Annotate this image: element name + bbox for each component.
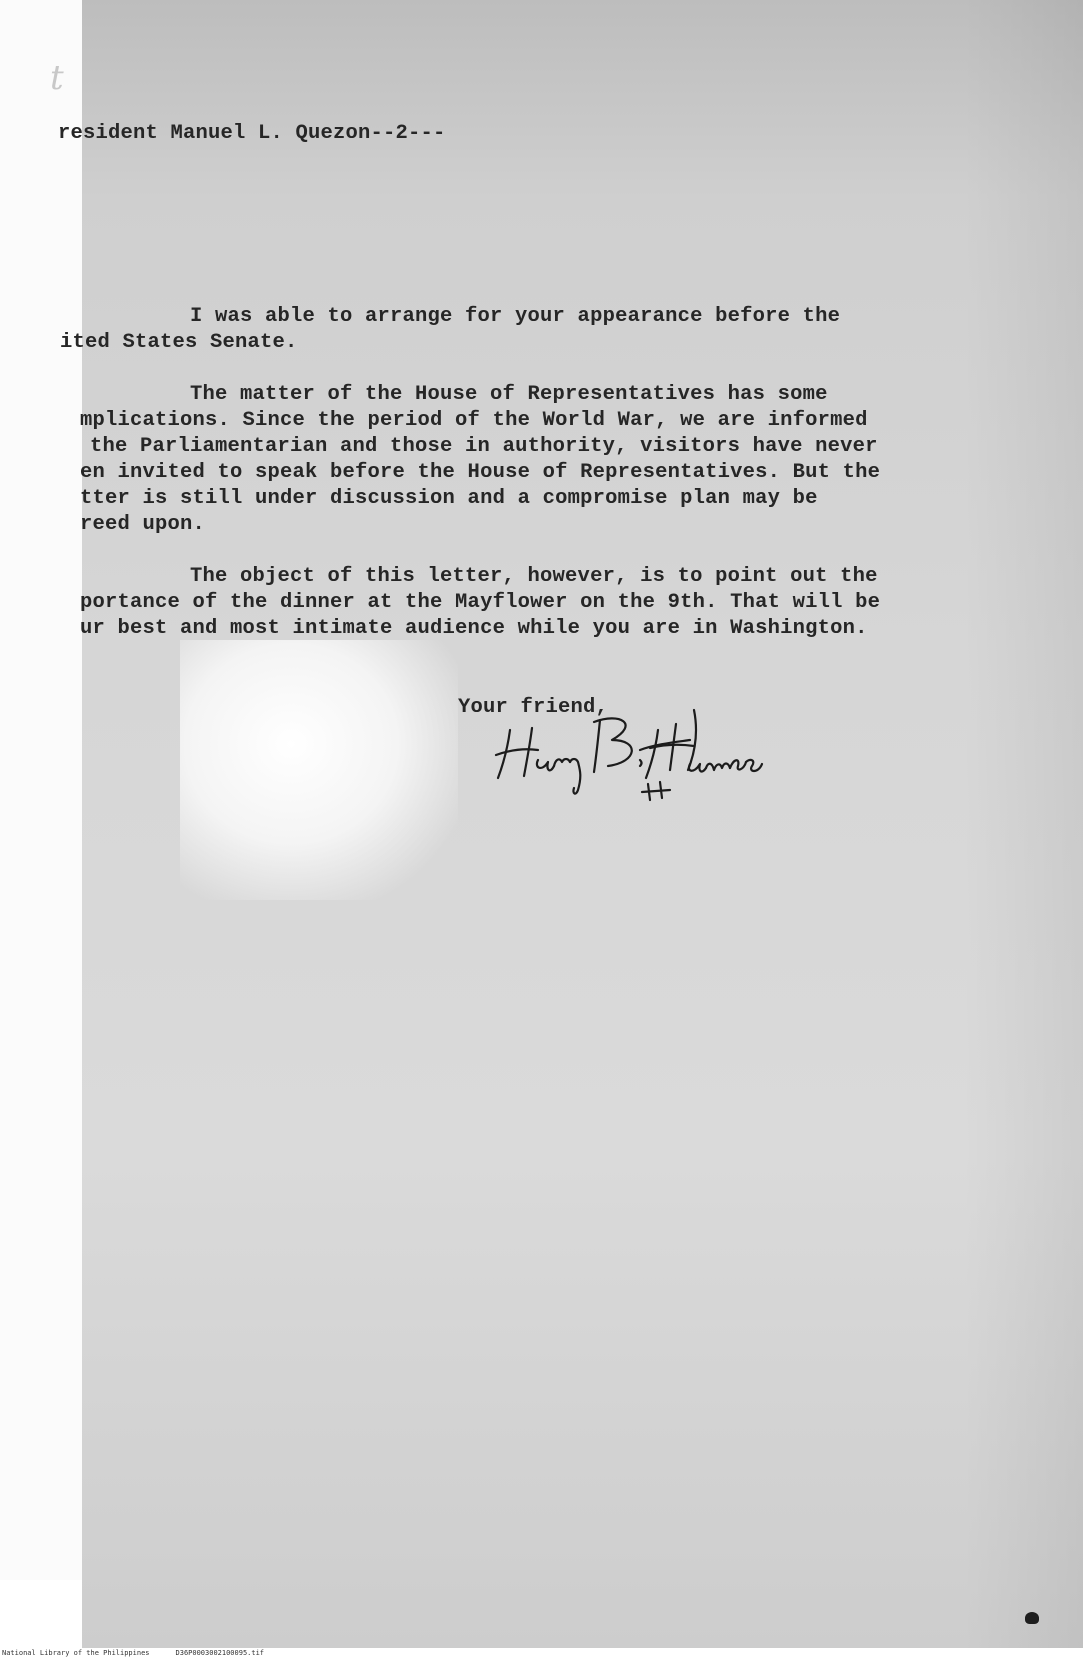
paragraph-2-line-3: the Parliamentarian and those in authority, visitors have never — [90, 435, 878, 458]
paragraph-1-line-1: I was able to arrange for your appearance before the — [190, 305, 841, 328]
pencil-mark: t — [50, 58, 64, 98]
library-name: National Library of the Philippines — [2, 1649, 150, 1657]
page-header: resident Manuel L. Quezon--2--- — [58, 122, 446, 145]
closing: Your friend, — [458, 696, 609, 719]
paragraph-2-line-4: en invited to speak before the House of Representatives. But the — [80, 461, 881, 484]
signature — [490, 700, 790, 810]
handwritten-signature-icon — [490, 700, 790, 810]
paragraph-3-line-2: portance of the dinner at the Mayflower on the 9th. That will be — [80, 591, 881, 614]
paragraph-2-line-1: The matter of the House of Representatives has some — [190, 383, 828, 406]
paragraph-3-line-1: The object of this letter, however, is to point out the — [190, 565, 878, 588]
paragraph-2-line-6: reed upon. — [80, 513, 206, 536]
paragraph-3-line-3: ur best and most intimate audience while you are in Washington. — [80, 617, 868, 640]
scan-footer — [2, 1648, 602, 1658]
file-id: D36P0003002100095.tif — [175, 1649, 265, 1657]
paragraph-1-line-2: ited States Senate. — [60, 331, 298, 354]
ink-blot — [1025, 1612, 1039, 1624]
paragraph-2-line-5: tter is still under discussion and a compromise plan may be — [80, 487, 818, 510]
paragraph-2-line-2: mplications. Since the period of the World War, we are informed — [80, 409, 868, 432]
